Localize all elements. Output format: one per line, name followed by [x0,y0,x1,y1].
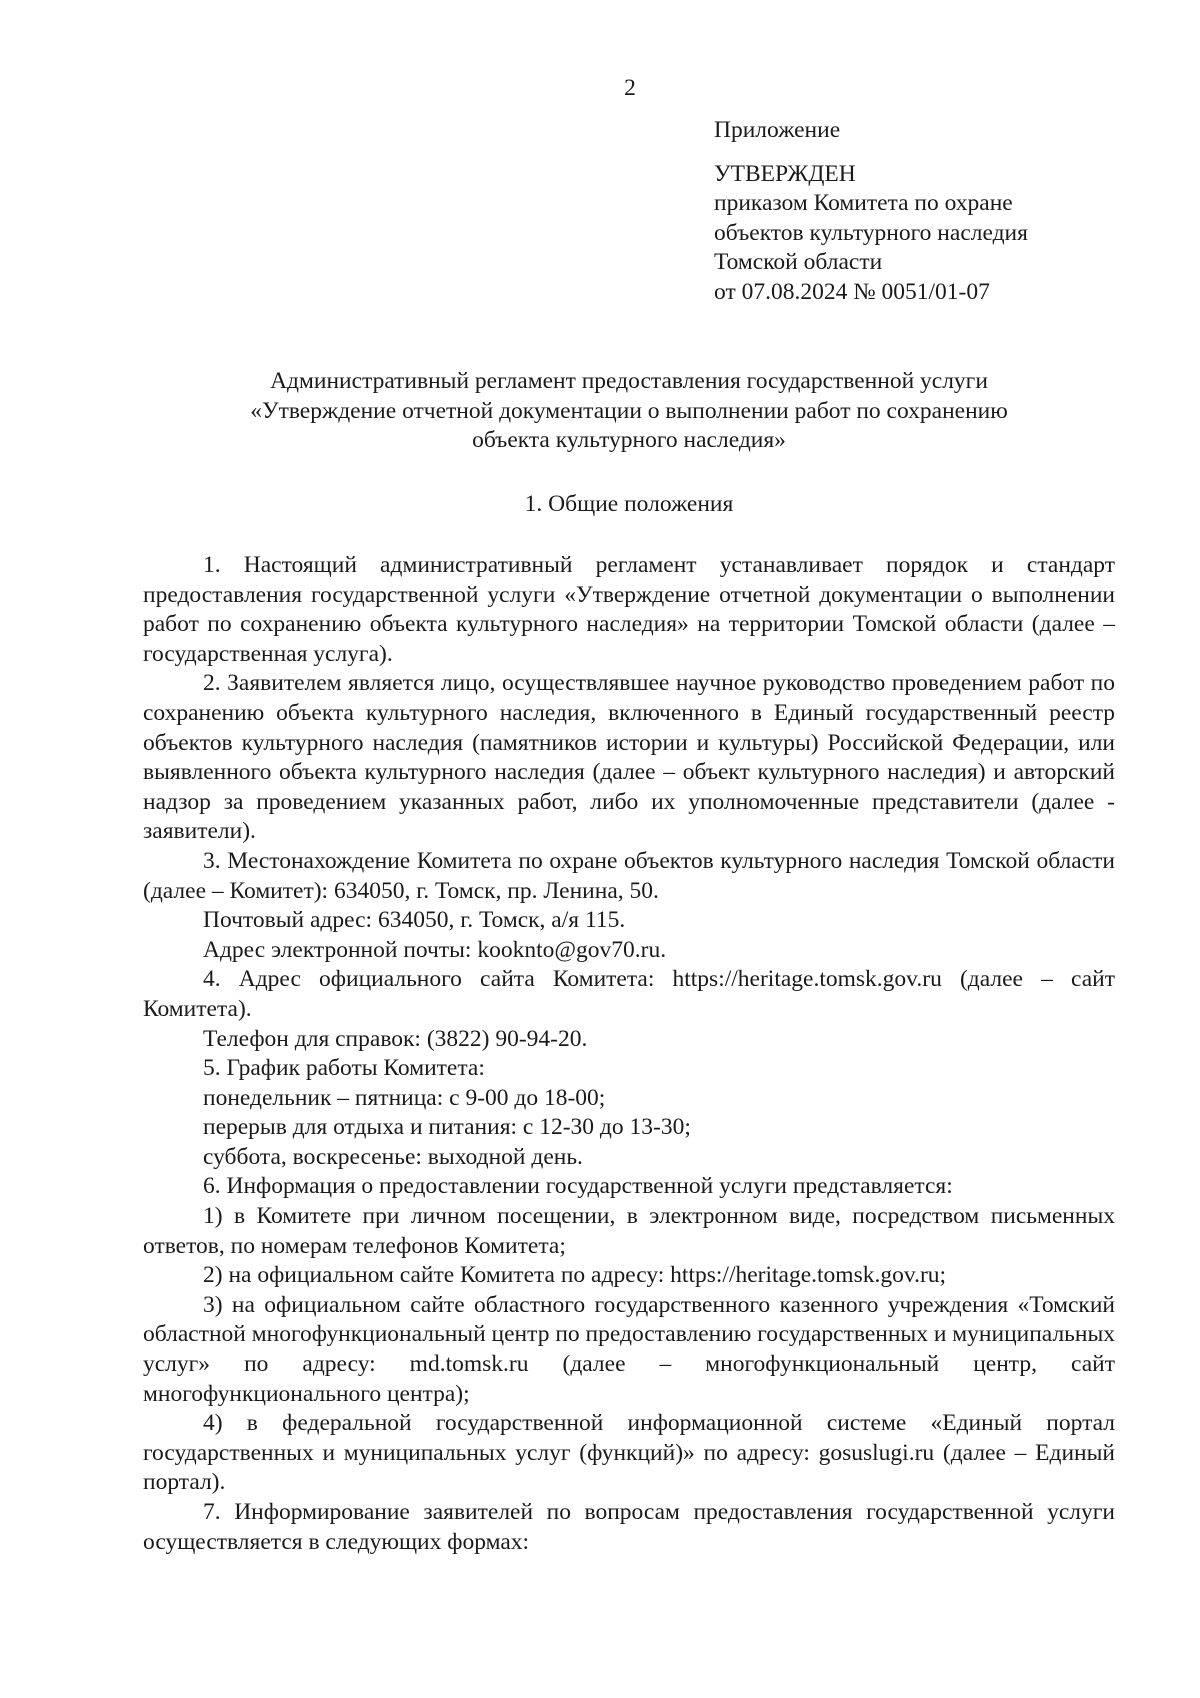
paragraph: 4) в федеральной государственной информационной системе «Единый портал государственных и муниципальных услуг (функций)» по адресу: gosuslugi.ru (далее – Единый портал). [143,1410,1115,1496]
paragraph: 3. Местонахождение Комитета по охране объектов культурного наследия Томской области (далее – Комитет): 634050, г. Томск, пр. Ленина, 50. [143,847,1115,904]
title-line: объекта культурного наследия» [472,427,786,454]
approval-block [714,116,1174,308]
paragraph: 1. Настоящий административный регламент устанавливает порядок и стандарт предоставления государственной услуги «Утверждение отчетной документации о выполнении работ по сохранению объекта культурного наследия» на территории Томской области (далее – государственная услуга). [143,552,1115,667]
paragraph: Телефон для справок: (3822) 90-94-20. [203,1025,588,1052]
paragraph: 1) в Комитете при личном посещении, в электронном виде, посредством письменных ответов, по номерам телефонов Комитета; [143,1203,1115,1259]
paragraph: перерыв для отдыха и питания: с 12-30 до 13-30; [203,1114,691,1141]
approval-line: от 07.08.2024 № 0051/01-07 [714,278,990,305]
approval-line: объектов культурного наследия [714,219,1028,246]
paragraph: 5. График работы Комитета: [203,1055,485,1082]
document-body [143,551,1115,1557]
paragraph: суббота, воскресенье: выходной день. [203,1143,583,1170]
document-title [143,367,1115,456]
paragraph: 7. Информирование заявителей по вопросам предоставления государственной услуги осуществляется в следующих формах: [143,1499,1115,1555]
page-number: 2 [624,75,636,101]
paragraph: понедельник – пятница: с 9-00 до 18-00; [203,1084,606,1111]
appendix-label: Приложение [714,117,841,143]
title-line: «Утверждение отчетной документации о выполнении работ по сохранению [250,397,1008,424]
paragraph: Почтовый адрес: 634050, г. Томск, а/я 115. [203,907,626,934]
paragraph: 6. Информация о предоставлении государственной услуги представляется: [203,1173,953,1200]
paragraph: 2. Заявителем является лицо, осуществлявшее научное руководство проведением работ по сохранению объекта культурного наследия, включенного в Единый государственный реестр объектов культурного наследия (памятников истории и культуры) Российской Федерации, или выявленного объекта культурного наследия (далее – объект культурного наследия) и авторский надзор за проведением указанных работ, либо их уполномоченные представители (далее - заявители). [143,670,1115,845]
paragraph: Адрес электронной почты: kooknto@gov70.ru. [203,936,667,963]
approval-line: Томской области [714,249,883,276]
paragraph: 3) на официальном сайте областного государственного казенного учреждения «Томский областной многофункциональный центр по предоставлению государственных и муниципальных услуг» по адресу: md.tomsk.ru (далее – многофункциональный центр, сайт многофункционального центра); [143,1291,1115,1407]
section-heading: 1. Общие положения [524,491,734,517]
title-line: Административный регламент предоставления государственной услуги [270,368,988,394]
paragraph: 4. Адрес официального сайта Комитета: https://heritage.tomsk.gov.ru (далее – сайт Комитета). [143,966,1115,1022]
paragraph: 2) на официальном сайте Комитета по адресу: https://heritage.tomsk.gov.ru; [203,1262,947,1289]
approval-line: приказом Комитета по охране [714,190,1013,217]
approved-label: УТВЕРЖДЕН [714,160,856,187]
